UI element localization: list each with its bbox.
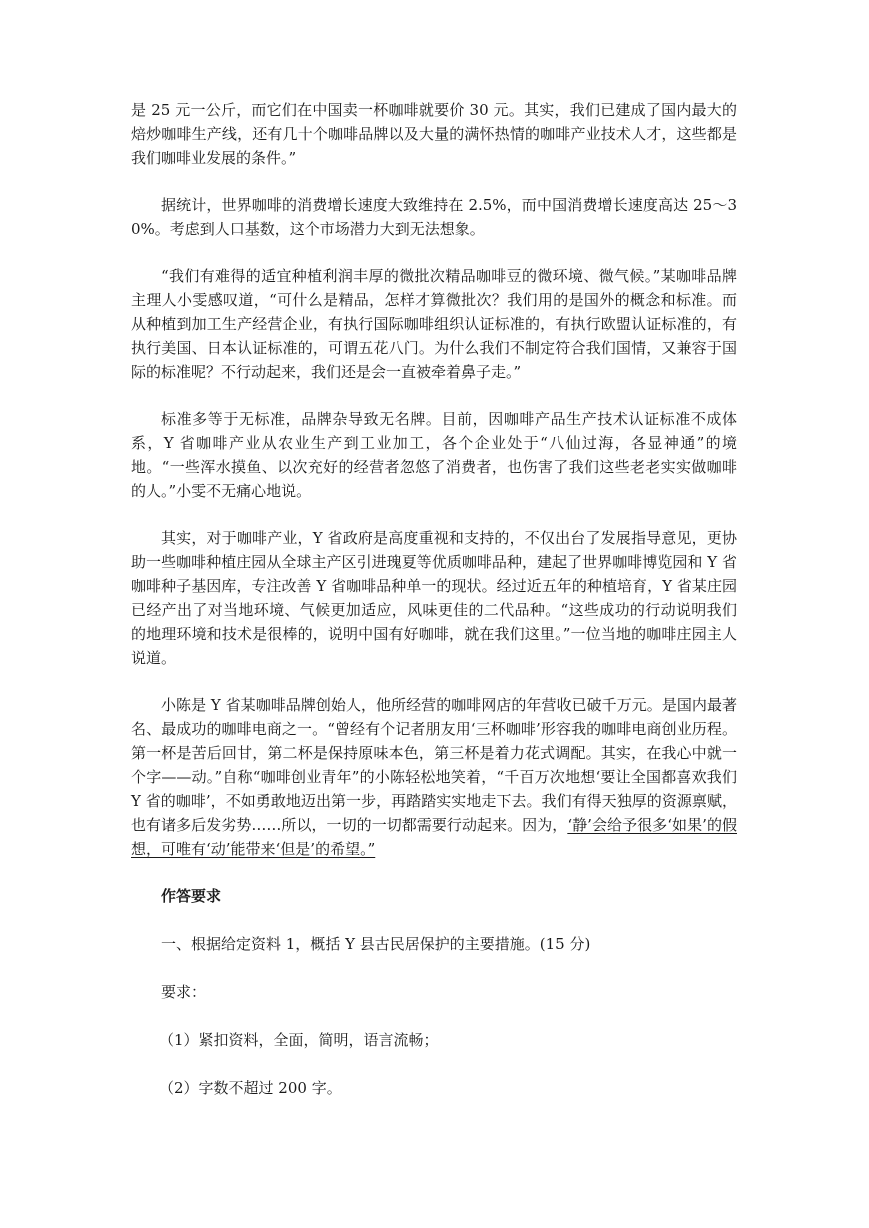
paragraph-xiaochen-text: 小陈是 Y 省某咖啡品牌创始人，他所经营的咖啡网店的年营收已破千万元。是国内最著名、最成功的咖啡电商之一。“曾经有个记者朋友用‘三杯咖啡’形容我的咖啡电商创业历程。第一杯是苦后回甘，第二杯是保持原味本色，第三杯是着力花式调配。其实，在我心中就一个字——动。”自称“咖啡创业青年”的小陈轻松地笑着，“千百万次地想‘要让全国都喜欢我们 Y 省的咖啡’，不如勇敢地迈出第一步，再踏踏实实地走下去。我们有得天独厚的资源禀赋，也有诸多后发劣势……所以，一切的一切都需要行动起来。因为， — [131, 696, 737, 834]
requirement-item: （2）字数不超过 200 字。 — [159, 1079, 342, 1097]
paragraph-government-support: 其实，对于咖啡产业，Y 省政府是高度重视和支持的，不仅出台了发展指导意见，更协助一些咖啡种植庄园从全球主产区引进瑰夏等优质咖啡品种，建起了世界咖啡博览园和 Y 省咖啡种子基因库，专注改善 Y 省咖啡品种单一的现状。经过近五年的种植培育，Y 省某庄园已经产出了对当地环境、气候更加适应，风味更佳的二代品种。“这些成功的行动说明我们的地理环境和技术是很棒的，说明中国有好咖啡，就在我们这里。”一位当地的咖啡庄园主人说道。 — [131, 529, 737, 667]
question-text: 一、根据给定资料 1，概括 Y 县古民居保护的主要措施。(15 分) — [161, 935, 591, 953]
underlined-quote: ‘静’会给予很多‘如果’的假想，可唯有‘动’能带来‘但是’的希望。” — [131, 816, 737, 858]
paragraph-statistics: 据统计，世界咖啡的消费增长速度大致维持在 2.5%，而中国消费增长速度高达 25～30%。考虑到人口基数，这个市场潜力大到无法想象。 — [131, 196, 737, 238]
section-heading: 作答要求 — [161, 887, 222, 905]
paragraph-standards: 标准多等于无标准，品牌杂导致无名牌。目前，因咖啡产品生产技术认证标准不成体系，Y 省咖啡产业从农业生产到工业加工，各个企业处于“八仙过海，各显神通”的境地。“一些浑水摸鱼、以次充好的经营者忽悠了消费者，也伤害了我们这些老老实实做咖啡的人。”小雯不无痛心地说。 — [131, 410, 737, 500]
paragraph-xiaowen-quote: “我们有难得的适宜种植利润丰厚的微批次精品咖啡豆的微环境、微气候。”某咖啡品牌主理人小雯感叹道，“可什么是精品，怎样才算微批次？我们用的是国外的概念和标准。而从种植到加工生产经营企业，有执行国际咖啡组织认证标准的，有执行欧盟认证标准的，有执行美国、日本认证标准的，可谓五花八门。为什么我们不制定符合我们国情，又兼容于国际的标准呢？不行动起来，我们还是会一直被牵着鼻子走。” — [131, 267, 737, 381]
paragraph-continuation: 是 25 元一公斤，而它们在中国卖一杯咖啡就要价 30 元。其实，我们已建成了国内最大的焙炒咖啡生产线，还有几十个咖啡品牌以及大量的满怀热情的咖啡产业技术人才，这些都是我们咖啡业发展的条件。” — [131, 101, 737, 167]
paragraph-xiaochen — [131, 693, 737, 861]
requirements-label: 要求： — [161, 983, 207, 1001]
document-body — [131, 98, 737, 1124]
requirement-item: （1）紧扣资料，全面，简明，语言流畅； — [159, 1031, 439, 1049]
